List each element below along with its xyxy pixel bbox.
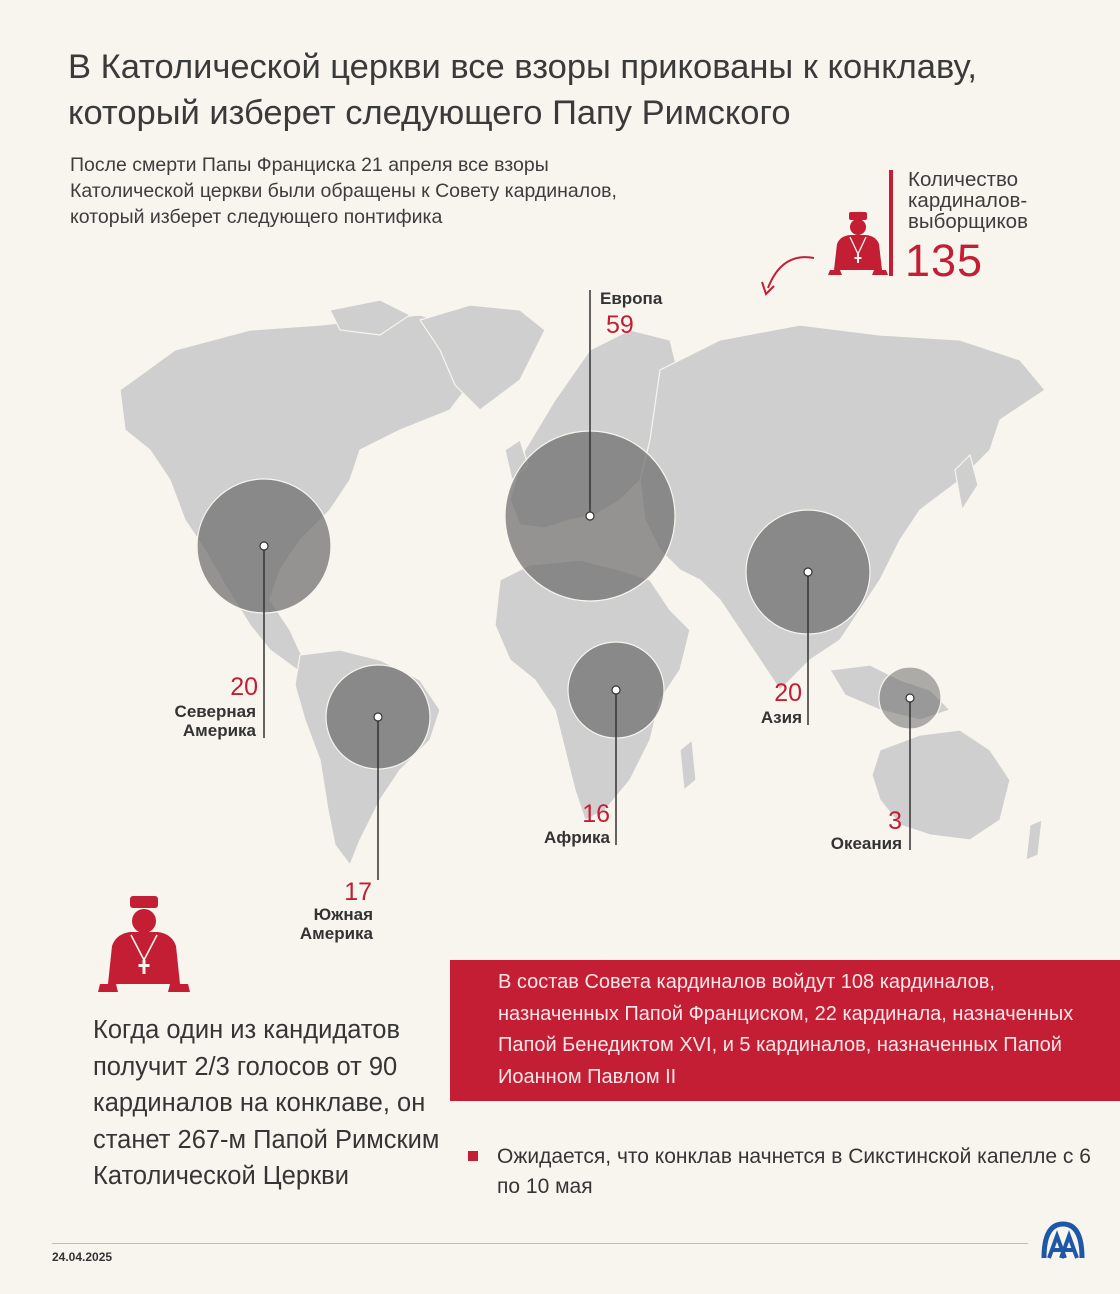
bullet-marker	[468, 1151, 478, 1161]
council-text: В состав Совета кардиналов войдут 108 кардиналов, назначенных Папой Франциском, 22 кардинала, назначенных Папой Бенедиктом XVI, и 5 кардиналов, назначенных Папой Иоанном Павлом II	[498, 971, 1074, 1088]
north-america-center-dot	[260, 542, 268, 550]
electors-count: 135	[905, 235, 984, 286]
electors-accent-bar	[889, 170, 893, 276]
conclave-date-text: Ожидается, что конклав начнется в Сикстинской капелле с 6 по 10 мая	[497, 1145, 1091, 1198]
south-america-center-dot	[374, 713, 382, 721]
world-map	[0, 280, 1120, 880]
africa-center-dot	[612, 686, 620, 694]
north-america-count: 20	[230, 673, 258, 701]
footer-divider	[52, 1243, 1028, 1244]
subtitle: После смерти Папы Франциска 21 апреля все взоры Католической церкви были обращены к Совету кардиналов, который изберет следующего понтифика	[70, 154, 617, 228]
asia-count: 20	[774, 679, 802, 707]
oceania-name: Океания	[830, 834, 902, 853]
oceania-count: 3	[888, 807, 902, 835]
south-america-name-line1: Южная	[313, 905, 373, 924]
cardinal-icon	[828, 210, 888, 276]
madagascar-land	[680, 740, 696, 790]
page-title: В Католической церкви все взоры прикованы к конклаву, который изберет следующего Папу Римского	[68, 48, 977, 132]
asia-land	[640, 325, 1045, 690]
oceania-center-dot	[906, 694, 914, 702]
africa-count: 16	[582, 800, 610, 828]
europe-center-dot	[586, 512, 594, 520]
south-america-count: 17	[344, 878, 372, 906]
africa-name: Африка	[544, 828, 610, 847]
south-america-name-line2: Америка	[299, 924, 373, 943]
asia-name: Азия	[760, 708, 802, 727]
cardinal-large-icon	[98, 894, 190, 994]
asia-center-dot	[804, 568, 812, 576]
north-america-name-line2: Америка	[182, 721, 256, 740]
electors-label: Количество кардиналов-выборщиков	[908, 168, 1028, 233]
new-zealand-land	[1026, 820, 1042, 860]
europe-name: Европа	[600, 289, 663, 308]
europe-count: 59	[606, 311, 634, 339]
publication-date: 24.04.2025	[52, 1250, 113, 1264]
conclave-text: Когда один из кандидатов получит 2/3 голосов от 90 кардиналов на конклаве, он станет 267-м Папой Римским Католической Церкви	[93, 1016, 440, 1190]
north-america-name-line1: Северная	[174, 702, 256, 721]
aa-logo-icon	[1040, 1218, 1086, 1262]
